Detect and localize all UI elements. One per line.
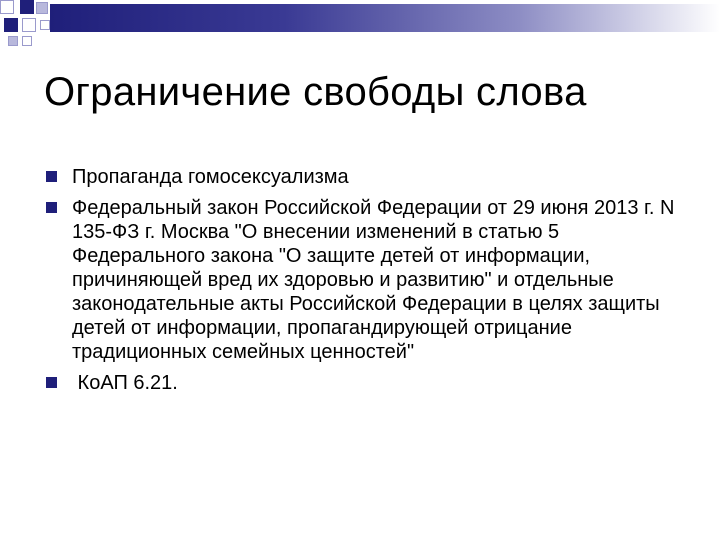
deco-square xyxy=(22,36,32,46)
deco-square xyxy=(20,0,34,14)
square-bullet-icon xyxy=(46,171,57,182)
deco-square xyxy=(22,18,36,32)
square-bullet-icon xyxy=(46,377,57,388)
bullet-text: КоАП 6.21. xyxy=(72,372,178,394)
bullet-text: Федеральный закон Российской Федерации от 29 июня 2013 г. N 135-ФЗ г. Москва "О внесении изменений в статью 5 Федерального закона "О защите детей от информации, причиняющей вред их здоровью и развитию" и отдельные законодательные акты Российской Федерации в целях защиты детей от информации, пропагандирующей отрицание традиционных семейных ценностей" xyxy=(72,197,675,363)
square-bullet-icon xyxy=(46,202,57,213)
list-item xyxy=(44,165,684,189)
deco-square xyxy=(40,20,50,30)
slide-title: Ограничение свободы слова xyxy=(44,70,587,114)
bullet-text: Пропаганда гомосексуализма xyxy=(72,166,349,188)
list-item xyxy=(44,196,684,364)
header-gradient-band xyxy=(50,4,720,32)
deco-square xyxy=(4,18,18,32)
bullet-list xyxy=(44,165,684,402)
deco-square xyxy=(0,0,14,14)
deco-square xyxy=(8,36,18,46)
deco-square xyxy=(36,2,48,14)
list-item xyxy=(44,371,684,395)
